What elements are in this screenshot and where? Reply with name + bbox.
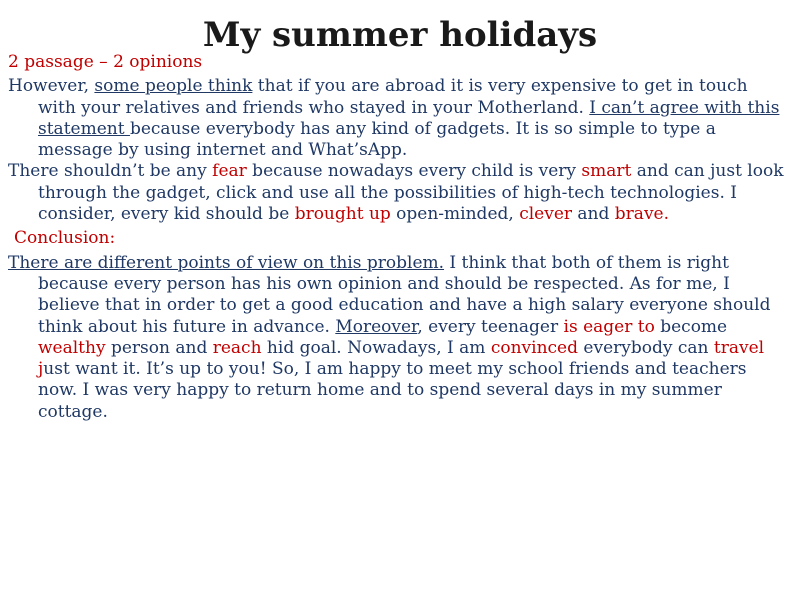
underlined-phrase: Moreover	[335, 316, 418, 337]
text-segment: everybody can	[578, 337, 714, 358]
opinion-paragraph-1	[8, 76, 786, 161]
highlighted-word: clever	[519, 204, 573, 225]
text-segment: There shouldn’t be any	[8, 161, 213, 182]
text-segment: , every teenager	[417, 316, 564, 337]
slide-title: My summer holidays	[202, 15, 598, 55]
text-segment: hid goal. Nowadays, I am	[261, 337, 491, 358]
text-segment: become	[654, 316, 728, 337]
text-segment: ust want it. It’s up to you! So, I am happy to meet my school friends and teachers now. I was very happy to return home and to spend several days in my summer cottage.	[38, 359, 747, 422]
opinion-paragraph-2	[8, 161, 786, 225]
slide-subtitle: 2 passage – 2 opinions	[8, 52, 203, 72]
underlined-phrase: There are different points of view on this problem.	[8, 252, 445, 273]
highlighted-word: smart	[581, 161, 632, 182]
highlighted-word: brought up	[294, 204, 391, 225]
highlighted-word: reach	[212, 337, 262, 358]
highlighted-word: convinced	[490, 337, 579, 358]
text-segment: and can just look through the gadget, click and use all the possibilities of high-tech technologies. I consider, every kid should be	[38, 161, 784, 225]
highlighted-word: fear	[212, 161, 247, 182]
text-segment: because nowadays every child is very	[246, 161, 582, 182]
highlighted-word: is eager to	[563, 316, 655, 337]
text-segment: and	[572, 204, 615, 225]
highlighted-word: wealthy	[38, 337, 106, 358]
underlined-phrase: I can’t agree with this statement	[38, 97, 780, 139]
underlined-phrase: some people think	[94, 76, 253, 97]
conclusion-heading: Conclusion:	[14, 228, 116, 249]
slide-body	[8, 52, 786, 423]
text-segment: open-minded,	[390, 204, 520, 225]
text-segment: However,	[8, 76, 95, 97]
conclusion-paragraph	[8, 253, 786, 423]
text-segment: because everybody has any kind of gadgets. It is so simple to type a message by using internet and What’sApp.	[38, 118, 716, 161]
highlighted-word: travel j	[38, 337, 765, 380]
text-segment: person and	[105, 337, 213, 358]
text-segment: I think that both of them is right because every person has his own opinion and should be respected. As for me, I believe that in order to get a good education and have a high salary everyone should think about his future in advance.	[38, 252, 771, 337]
highlighted-word: brave.	[614, 204, 670, 225]
text-segment: that if you are abroad it is very expensive to get in touch with your relatives and friends who stayed in your Motherland.	[38, 76, 748, 118]
